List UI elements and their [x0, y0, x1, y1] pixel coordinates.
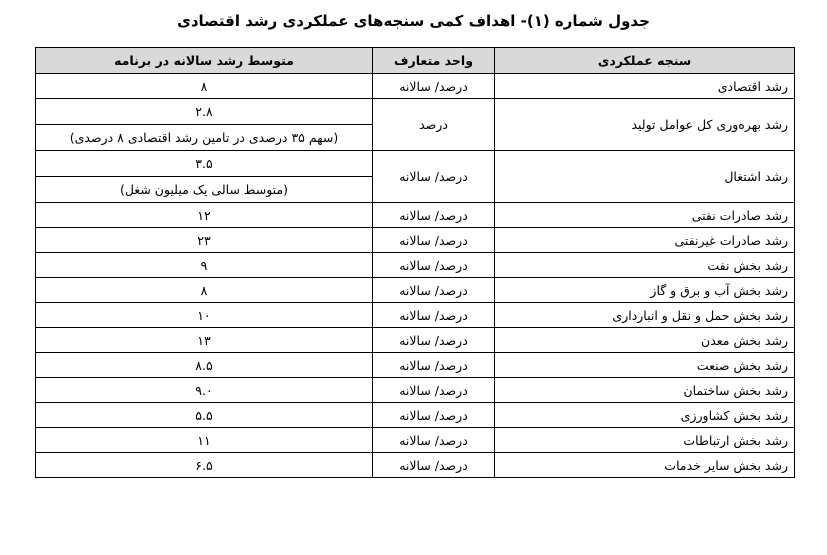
table-row [36, 99, 795, 125]
unit-cell: درصد [373, 99, 495, 151]
unit-cell: درصد/ سالانه [373, 228, 495, 253]
metric-cell: رشد بخش آب و برق و گاز [495, 278, 795, 303]
average-cell: ۵.۵ [36, 403, 373, 428]
unit-cell: درصد/ سالانه [373, 403, 495, 428]
average-cell: ۸.۵ [36, 353, 373, 378]
unit-cell: درصد/ سالانه [373, 278, 495, 303]
unit-cell: درصد/ سالانه [373, 303, 495, 328]
table-row [36, 278, 795, 303]
table-row [36, 74, 795, 99]
metric-cell: رشد بخش صنعت [495, 353, 795, 378]
header-average-growth: متوسط رشد سالانه در برنامه [36, 48, 373, 74]
header-unit: واحد متعارف [373, 48, 495, 74]
average-cell: ۱۰ [36, 303, 373, 328]
metric-cell: رشد اشتغال [495, 151, 795, 203]
table-header-row [36, 48, 795, 74]
metric-cell: رشد صادرات نفتی [495, 203, 795, 228]
average-cell: ۳.۵ [36, 151, 373, 177]
metric-cell: رشد اقتصادی [495, 74, 795, 99]
average-note-cell: (متوسط سالی یک میلیون شغل) [36, 177, 373, 203]
average-cell: ۱۱ [36, 428, 373, 453]
unit-cell: درصد/ سالانه [373, 203, 495, 228]
table-title: جدول شماره (۱)- اهداف کمی سنجه‌های عملکردی رشد اقتصادی [177, 12, 650, 30]
average-cell: ۱۳ [36, 328, 373, 353]
unit-cell: درصد/ سالانه [373, 328, 495, 353]
table-row [36, 253, 795, 278]
metric-cell: رشد بخش نفت [495, 253, 795, 278]
average-cell: ۹ [36, 253, 373, 278]
header-metric: سنجه عملکردی [495, 48, 795, 74]
average-cell: ۱۲ [36, 203, 373, 228]
unit-cell: درصد/ سالانه [373, 428, 495, 453]
average-cell: ۹.۰ [36, 378, 373, 403]
metric-cell: رشد بخش کشاورزی [495, 403, 795, 428]
table-row [36, 328, 795, 353]
unit-cell: درصد/ سالانه [373, 353, 495, 378]
metric-cell: رشد بخش سایر خدمات [495, 453, 795, 478]
metric-cell: رشد بهره‌وری کل عوامل تولید [495, 99, 795, 151]
average-cell: ۸ [36, 74, 373, 99]
unit-cell: درصد/ سالانه [373, 74, 495, 99]
unit-cell: درصد/ سالانه [373, 453, 495, 478]
unit-cell: درصد/ سالانه [373, 253, 495, 278]
metric-cell: رشد بخش ساختمان [495, 378, 795, 403]
average-cell: ۲.۸ [36, 99, 373, 125]
table-row [36, 203, 795, 228]
table-row [36, 428, 795, 453]
unit-cell: درصد/ سالانه [373, 151, 495, 203]
table-row [36, 403, 795, 428]
metric-cell: رشد بخش ارتباطات [495, 428, 795, 453]
unit-cell: درصد/ سالانه [373, 378, 495, 403]
table-row [36, 151, 795, 177]
performance-metrics-table [35, 47, 795, 478]
average-cell: ۲۳ [36, 228, 373, 253]
table-row [36, 228, 795, 253]
table-row [36, 453, 795, 478]
average-cell: ۸ [36, 278, 373, 303]
average-cell: ۶.۵ [36, 453, 373, 478]
table-row [36, 378, 795, 403]
metric-cell: رشد بخش معدن [495, 328, 795, 353]
table-row [36, 353, 795, 378]
metric-cell: رشد بخش حمل و نقل و انبارداری [495, 303, 795, 328]
average-note-cell: (سهم ۳۵ درصدی در تامین رشد اقتصادی ۸ درصدی) [36, 125, 373, 151]
metric-cell: رشد صادرات غیرنفتی [495, 228, 795, 253]
table-row [36, 303, 795, 328]
